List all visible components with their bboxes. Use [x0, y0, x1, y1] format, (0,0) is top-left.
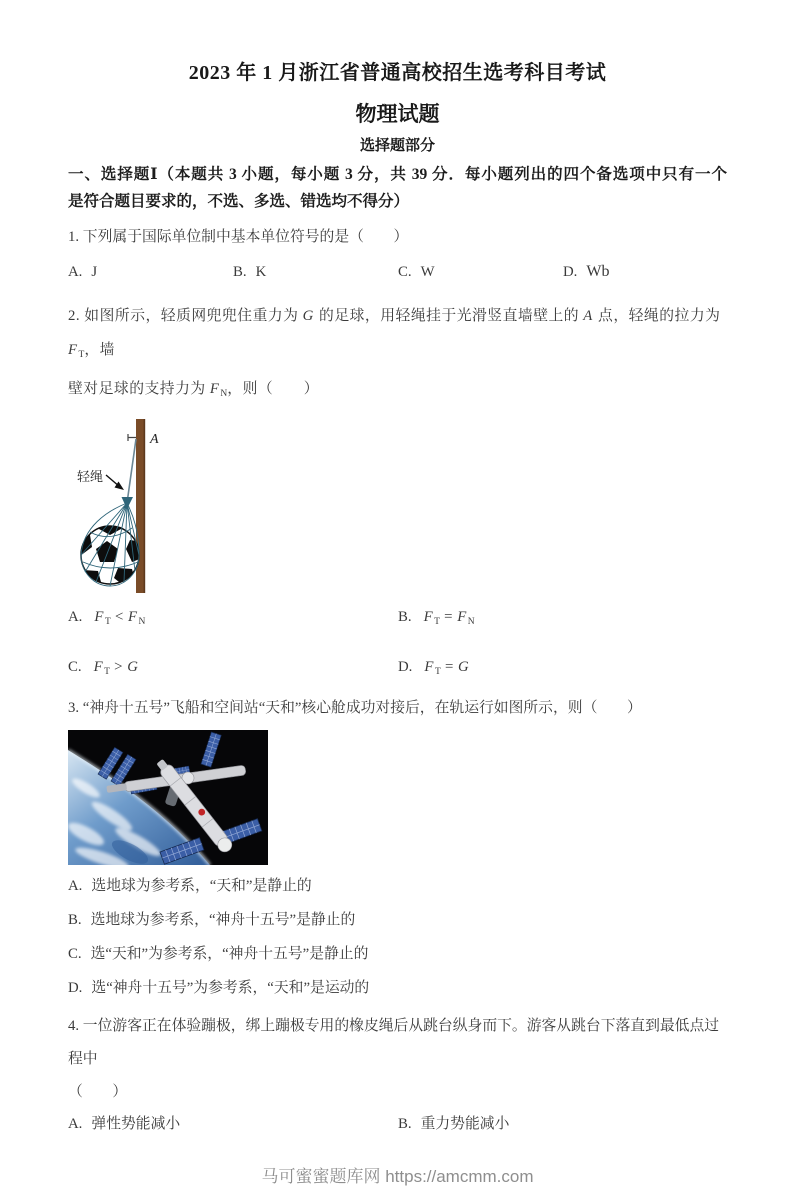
question-4: [68, 1010, 727, 1135]
option-label: B.: [68, 912, 82, 928]
paper-subject-title: 物理试题: [355, 102, 440, 126]
option-label: D.: [563, 264, 578, 280]
section-intro-line-2: 是符合题目要求的，不选、多选、错选均不得分）: [68, 193, 410, 210]
option-formula: $F_T > G$: [93, 659, 139, 677]
section-intro: [68, 161, 727, 215]
question-1-options: [68, 261, 727, 283]
option-label: B.: [398, 1116, 412, 1132]
option-text: 选地球为参考系，“神舟十五号”是静止的: [90, 912, 356, 928]
question-3-text: 3. “神舟十五号”飞船和空间站“天和”核心舱成功对接后，在轨运行如图所示，则（ ）: [68, 700, 642, 716]
question-4-options: [68, 1113, 727, 1135]
option-formula: $F_T < F_N$: [94, 609, 146, 627]
question-2-options: [68, 606, 727, 683]
option-text: 选地球为参考系，“天和”是静止的: [91, 878, 312, 894]
option-text: 弹性势能减小: [91, 1116, 181, 1132]
q4-option-a: [68, 1113, 398, 1135]
question-3-options: [68, 869, 727, 1005]
option-formula: $F_T = F_N$: [423, 609, 475, 627]
option-text: 重力势能减小: [420, 1116, 510, 1132]
q3-option-d: [68, 971, 727, 1005]
option-text: K: [255, 264, 267, 280]
q2-option-d: [398, 656, 727, 683]
q2-option-a: [68, 606, 398, 633]
option-label: C.: [68, 659, 82, 675]
option-text: Wb: [586, 263, 610, 280]
option-text: 选“神舟十五号”为参考系，“天和”是运动的: [91, 980, 370, 996]
q3-option-c: [68, 937, 727, 971]
space-station-image: [68, 730, 268, 865]
q2-option-c: [68, 656, 398, 683]
option-label: C.: [68, 946, 82, 962]
question-4-line-1: 4. 一位游客正在体验蹦极，绑上蹦极专用的橡皮绳后从跳台纵身而下。游客从跳台下落直到最低点过程中: [68, 1018, 720, 1067]
question-2: [68, 299, 727, 683]
option-label: A.: [68, 264, 83, 280]
q1-option-b: [233, 261, 398, 283]
option-label: D.: [68, 980, 83, 996]
section-part-title: 选择题部分: [359, 138, 435, 154]
attachment-tick: [128, 434, 136, 441]
option-label: A.: [68, 1116, 83, 1132]
option-text: J: [91, 264, 98, 280]
question-1-text: 1. 下列属于国际单位制中基本单位符号的是（ ）: [68, 229, 409, 245]
exam-paper-page: [0, 56, 793, 1186]
arrow-icon: [106, 475, 124, 490]
rope-label: 轻绳: [77, 469, 104, 484]
q4-option-b: [398, 1113, 727, 1135]
option-text: W: [420, 264, 435, 280]
q1-option-a: [68, 261, 233, 283]
q1-option-d: [563, 261, 727, 283]
soccer-ball: [71, 518, 145, 588]
site-watermark: 马可蜜蜜题库网 https://amcmm.com: [261, 1167, 534, 1186]
question-4-text: [68, 1010, 727, 1109]
question-2-line-1: 2. 如图所示，轻质网兜兜住重力为 G 的足球，用轻绳挂于光滑竖直墙壁上的 A 点，轻绳的拉力为 $F_T$，墙: [68, 308, 721, 360]
option-label: A.: [68, 878, 83, 894]
q3-option-b: [68, 903, 727, 937]
q1-option-c: [398, 261, 563, 283]
option-label: D.: [398, 659, 413, 675]
section-intro-line-1: 一、选择题Ⅰ（本题共 3 小题，每小题 3 分，共 39 分．每小题列出的四个备选项中只有一个: [68, 166, 727, 183]
option-formula: $F_T = G$: [424, 659, 470, 677]
question-4-line-2: （ ）: [68, 1084, 128, 1100]
option-label: A.: [68, 609, 83, 625]
q2-option-b: [398, 606, 727, 633]
page-title: 2023 年 1 月浙江省普通高校招生选考科目考试: [188, 62, 607, 84]
option-label: B.: [398, 609, 412, 625]
q3-option-a: [68, 869, 727, 903]
option-label: B.: [233, 264, 247, 280]
option-label: C.: [398, 264, 412, 280]
question-3: [68, 697, 727, 1005]
question-1: [68, 226, 727, 283]
point-a-label: A: [150, 432, 159, 447]
option-text: 选“天和”为参考系，“神舟十五号”是静止的: [90, 946, 369, 962]
football-net-figure: [70, 415, 200, 595]
question-2-line-2: 壁对足球的支持力为 $F_N$，则（ ）: [68, 381, 320, 399]
rope: [127, 439, 136, 503]
question-2-text: [68, 299, 727, 411]
